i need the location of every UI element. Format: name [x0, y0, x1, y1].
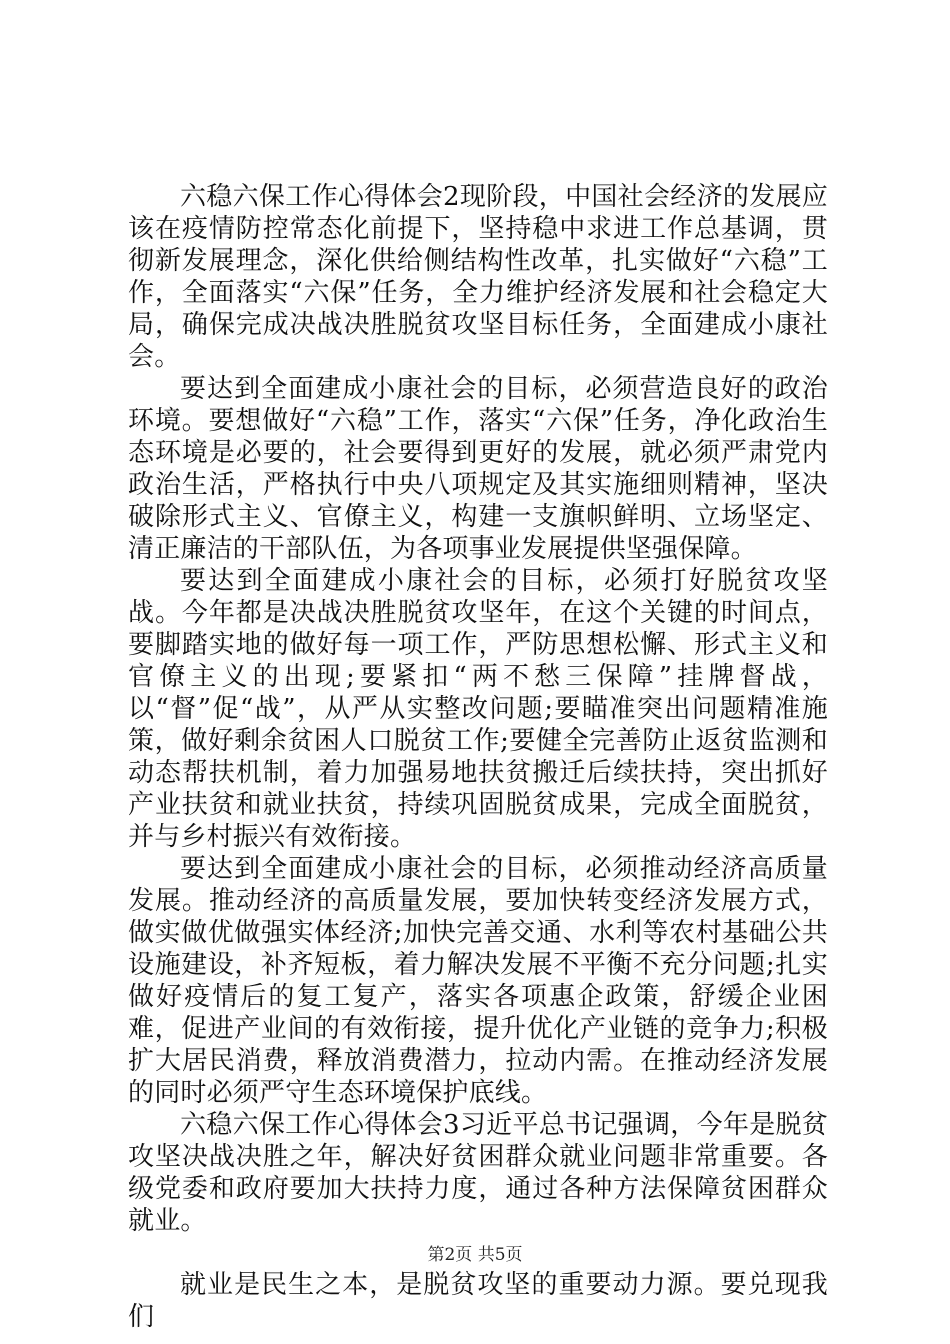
paragraph: 六稳六保工作心得体会2现阶段，中国社会经济的发展应该在疫情防控常态化前提下，坚持稳中求进工作总基调，贯彻新发展理念，深化供给侧结构性改革，扎实做好“六稳”工作，全面落实“六保”任务，全力维护经济发展和社会稳定大局，确保完成决战决胜脱贫攻坚目标任务，全面建成小康社会。: [128, 182, 828, 372]
document-body: [128, 181, 828, 1333]
paragraph: 要达到全面建成小康社会的目标，必须打好脱贫攻坚战。今年都是决战决胜脱贫攻坚年，在这个关键的时间点，要脚踏实地的做好每一项工作，严防思想松懈、形式主义和官僚主义的出现;要紧扣“两不愁三保障”挂牌督战，以“督”促“战”，从严从实整改问题;要瞄准突出问题精准施策，做好剩余贫困人口脱贫工作;要健全完善防止返贫监测和动态帮扶机制，着力加强易地扶贫搬迁后续扶持，突出抓好产业扶贫和就业扶贫，持续巩固脱贫成果，完成全面脱贫，并与乡村振兴有效衔接。: [128, 566, 828, 852]
paragraph: 六稳六保工作心得体会3习近平总书记强调，今年是脱贫攻坚决战决胜之年，解决好贫困群众就业问题非常重要。各级党委和政府要加大扶持力度，通过各种方法保障贫困群众就业。: [128, 1110, 828, 1236]
page-number-footer: 第2页 共5页: [427, 1245, 523, 1265]
paragraph: 就业是民生之本，是脱贫攻坚的重要动力源。要兑现我们: [128, 1270, 828, 1332]
paragraph: 要达到全面建成小康社会的目标，必须营造良好的政治环境。要想做好“六稳”工作，落实“六保”任务，净化政治生态环境是必要的，社会要得到更好的发展，就必须严肃党内政治生活，严格执行中央八项规定及其实施细则精神，坚决破除形式主义、官僚主义，构建一支旗帜鲜明、立场坚定、清正廉洁的干部队伍，为各项事业发展提供坚强保障。: [128, 374, 828, 564]
paragraph: 要达到全面建成小康社会的目标，必须推动经济高质量发展。推动经济的高质量发展，要加快转变经济发展方式，做实做优做强实体经济;加快完善交通、水利等农村基础公共设施建设，补齐短板，着力解决发展不平衡不充分问题;扎实做好疫情后的复工复产，落实各项惠企政策，舒缓企业困难，促进产业间的有效衔接，提升优化产业链的竞争力;积极扩大居民消费，释放消费潜力，拉动内需。在推动经济发展的同时必须严守生态环境保护底线。: [128, 854, 828, 1108]
